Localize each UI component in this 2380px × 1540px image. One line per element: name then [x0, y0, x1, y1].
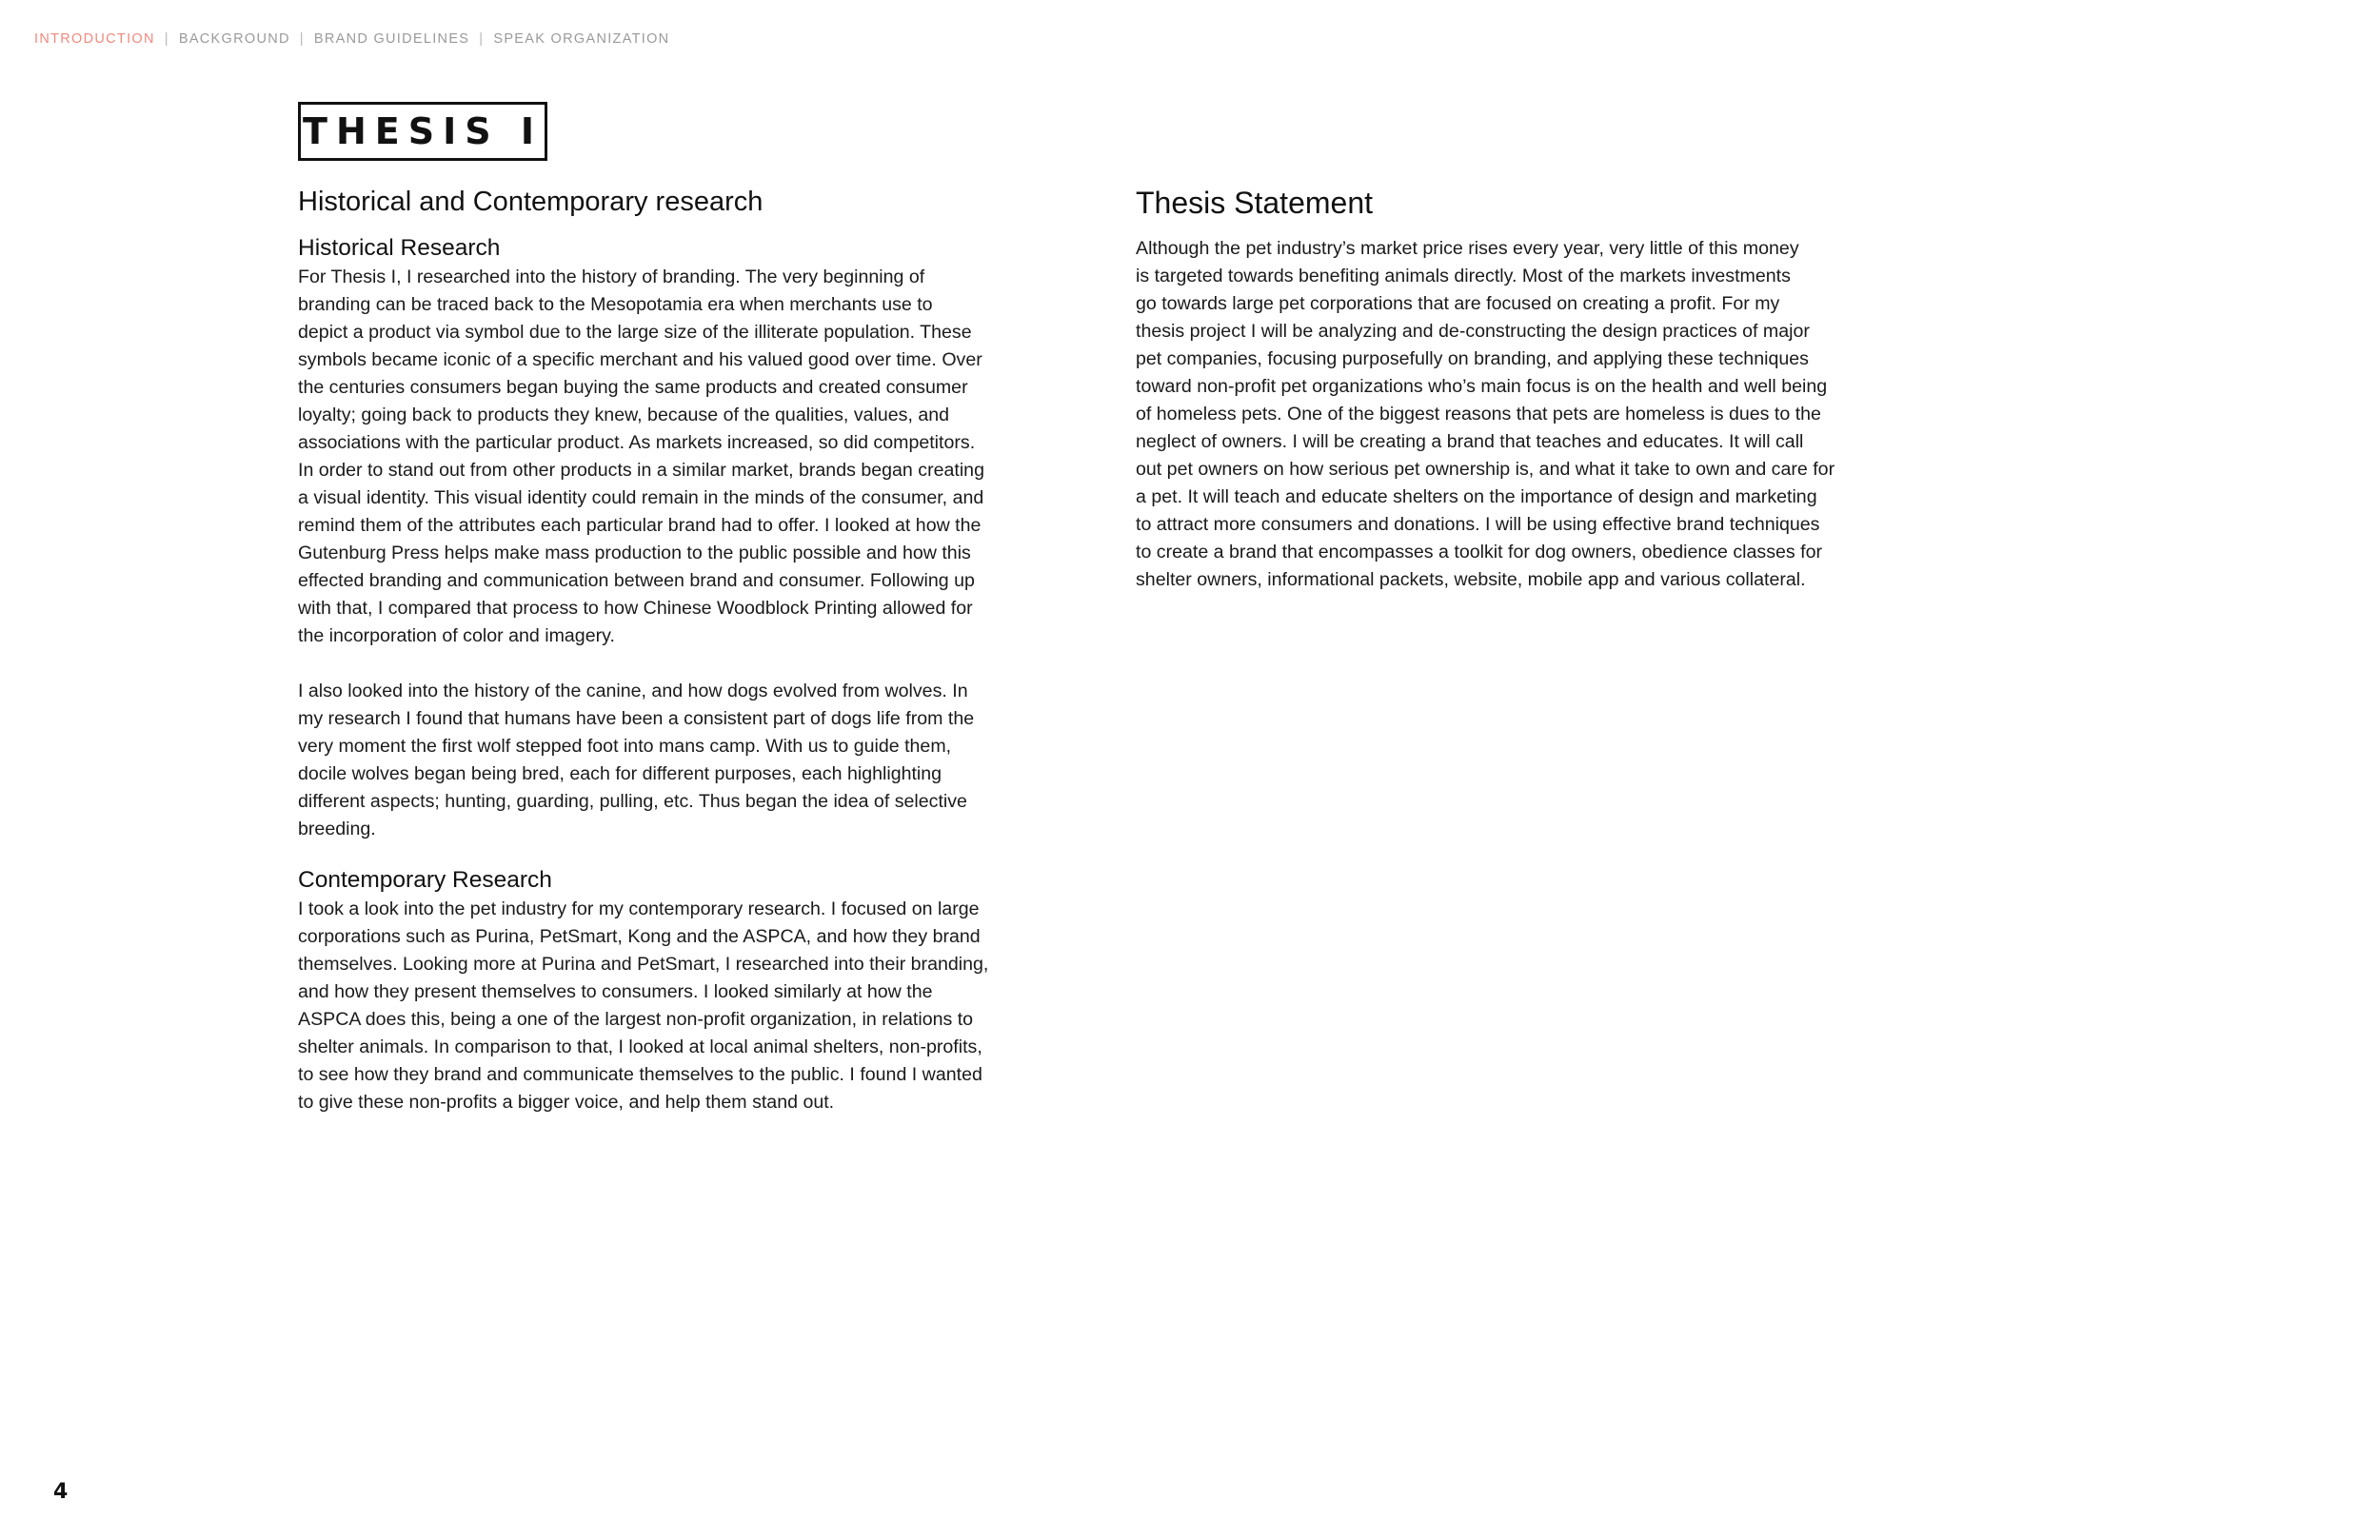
left-column: [298, 183, 1041, 1116]
historical-paragraph-1: For Thesis I, I researched into the history of branding. The very beginning of branding can be traced back to the Mesopotamia era when merchants use to depict a product via symbol due to the large size of the illiterate population. These symbols became iconic of a specific merchant and his valued good over time. Over the centuries consumers began buying the same products and created consumer loyalty; going back to products they knew, because of the qualities, values, and associations with the particular product. As markets increased, so did competitors. In order to stand out from other products in a similar market, brands began creating a visual identity. This visual identity could remain in the minds of the consumer, and remind them of the attributes each particular brand had to offer. I looked at how the Gutenburg Press helps make mass production to the public possible and how this effected branding and communication between brand and consumer. Following up with that, I compared that process to how Chinese Woodblock Printing allowed for the incorporation of color and imagery.: [298, 267, 984, 646]
nav-separator: |: [479, 31, 485, 47]
right-column: [1136, 183, 1897, 594]
nav-separator: |: [299, 31, 305, 47]
thesis-statement-heading: Thesis Statement: [1136, 186, 1373, 220]
top-navigation: [34, 31, 669, 47]
contemporary-research-title: Contemporary Research: [298, 867, 552, 893]
section-heading: Historical and Contemporary research: [298, 187, 764, 217]
thesis-title: THESIS I: [303, 110, 543, 152]
contemporary-paragraph: I took a look into the pet industry for my contemporary research. I focused on large corporations such as Purina, PetSmart, Kong and the ASPCA, and how they brand themselves. Looking more at Purina and PetSmart, I researched into their branding, and how they present themselves to consumers. I looked similarly at how the ASPCA does this, being a one of the largest non-profit organization, in relations to shelter animals. In comparison to that, I looked at local animal shelters, non-profits, to see how they brand and communicate themselves to the public. I found I wanted to give these non-profits a bigger voice, and help them stand out.: [298, 898, 989, 1113]
nav-separator: |: [164, 31, 169, 47]
nav-item-brand-guidelines[interactable]: BRAND GUIDELINES: [313, 31, 470, 47]
nav-item-background[interactable]: BACKGROUND: [178, 31, 290, 47]
historical-research-title: Historical Research: [298, 235, 501, 261]
thesis-title-box: [298, 102, 547, 161]
page-number: 4: [53, 1480, 69, 1504]
thesis-statement-paragraph: Although the pet industry’s market price rises every year, very little of this money is targeted towards benefiting animals directly. Most of the markets investments go towards large pet corporations that are focused on creating a profit. For my thesis project I will be analyzing and de-constructing the design practices of major pet companies, focusing purposefully on branding, and applying these techniques toward non-profit pet organizations who’s main focus is on the health and well being of homeless pets. One of the biggest reasons that pets are homeless is dues to the neglect of owners. I will be creating a brand that teaches and educates. It will call out pet owners on how serious pet ownership is, and what it take to own and care for a pet. It will teach and educate shelters on the importance of design and marketing to attract more consumers and donations. I will be using effective brand techniques to create a brand that encompasses a toolkit for dog owners, obedience classes for shelter owners, informational packets, website, mobile app and various collateral.: [1136, 238, 1835, 590]
historical-paragraph-2: I also looked into the history of the canine, and how dogs evolved from wolves. In my research I found that humans have been a consistent part of dogs life from the very moment the first wolf stepped foot into mans camp. With us to guide them, docile wolves began being bred, each for different purposes, each highlighting different aspects; hunting, guarding, pulling, etc. Thus began the idea of selective breeding.: [298, 681, 975, 839]
nav-item-speak-organization[interactable]: SPEAK ORGANIZATION: [493, 31, 670, 47]
nav-item-introduction[interactable]: INTRODUCTION: [34, 31, 155, 47]
